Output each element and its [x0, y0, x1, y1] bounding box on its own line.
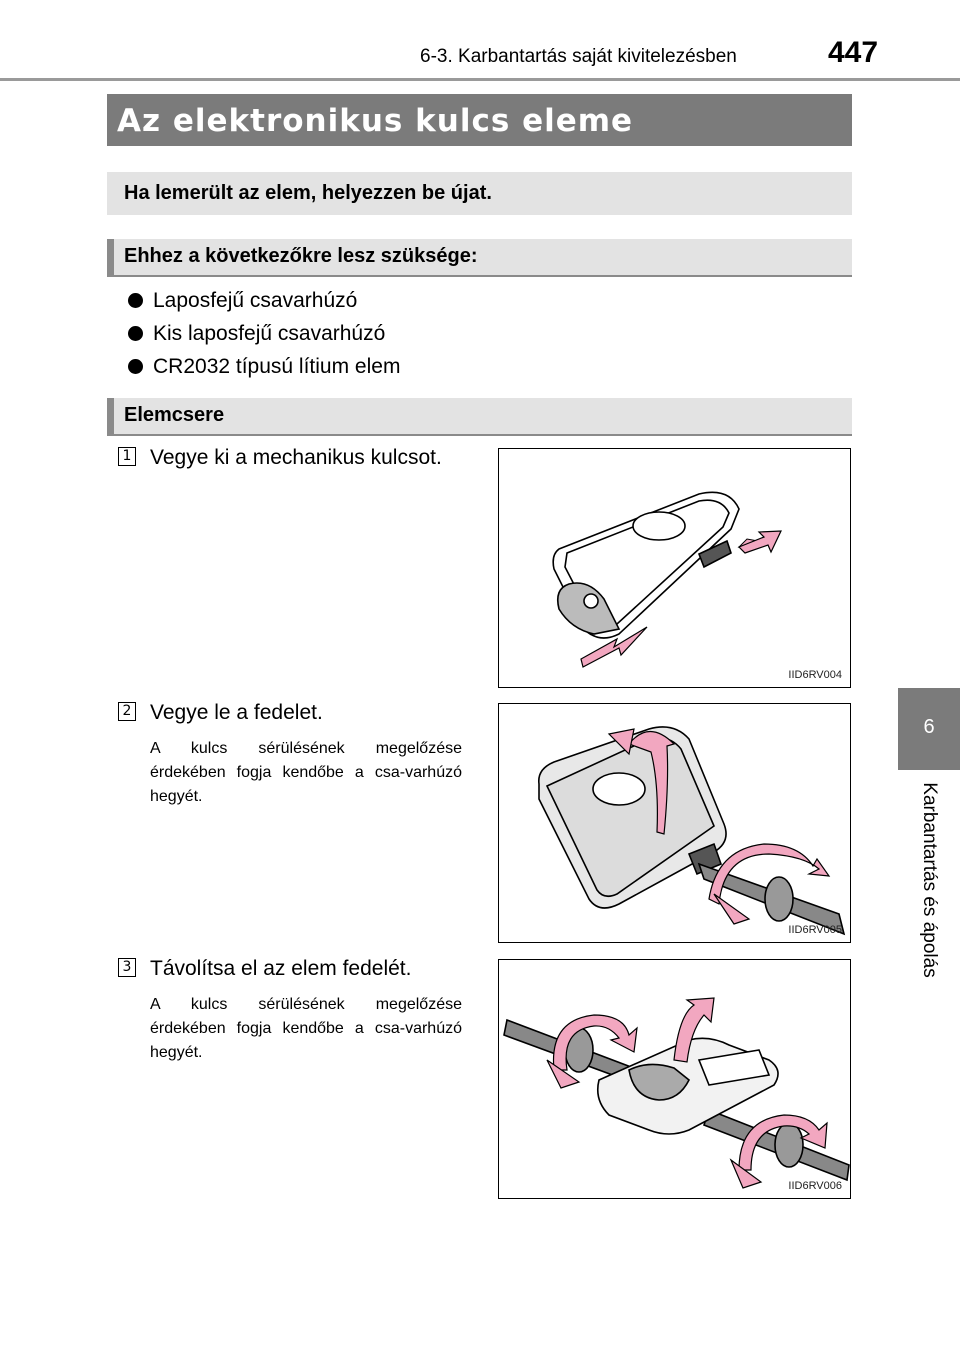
figure-code: IID6RV005	[788, 924, 842, 936]
step-number: 3	[118, 958, 136, 977]
requirements-heading	[107, 239, 852, 277]
page-number: 447	[828, 36, 879, 69]
procedure-heading	[107, 398, 852, 436]
requirement-item: Kis laposfejű csavarhúzó	[128, 322, 385, 346]
requirements-heading-text: Ehhez a következőkre lesz szüksége:	[124, 245, 478, 267]
key-fob-illustration	[499, 449, 851, 688]
step-note: A kulcs sérülésének megelőzése érdekében fogja kendőbe a csa-varhúzó hegyét.	[150, 740, 462, 805]
figure-remove-cover	[498, 703, 851, 943]
step-title: Vegye ki a mechanikus kulcsot.	[150, 446, 442, 469]
section-reference: 6-3. Karbantartás saját kivitelezésben	[420, 46, 737, 67]
procedure-heading-text: Elemcsere	[124, 404, 225, 426]
bullet-icon	[128, 359, 143, 374]
battery-cover-removal-illustration	[499, 960, 851, 1199]
step-title: Vegye le a fedelet.	[150, 701, 323, 724]
bullet-icon	[128, 326, 143, 341]
bullet-icon	[128, 293, 143, 308]
info-text: Ha lemerült az elem, helyezzen be újat.	[124, 182, 492, 204]
page-title: Az elektronikus kulcs eleme	[117, 103, 634, 139]
cover-removal-illustration	[499, 704, 851, 943]
figure-remove-mechanical-key	[498, 448, 851, 688]
step-number: 1	[118, 447, 136, 466]
chapter-tab	[898, 688, 960, 770]
running-head	[0, 0, 960, 80]
info-box	[107, 172, 852, 215]
page-title-bar	[107, 94, 852, 146]
requirement-item: Laposfejű csavarhúzó	[128, 289, 357, 313]
figure-remove-battery-cover	[498, 959, 851, 1199]
header-rule	[0, 78, 960, 81]
chapter-label: Karbantartás és ápolás	[919, 782, 940, 978]
chapter-number: 6	[923, 716, 935, 738]
requirement-item: CR2032 típusú lítium elem	[128, 355, 400, 379]
step-note: A kulcs sérülésének megelőzése érdekében fogja kendőbe a csa-varhúzó hegyét.	[150, 996, 462, 1061]
figure-code: IID6RV004	[788, 669, 842, 681]
step-title: Távolítsa el az elem fedelét.	[150, 957, 412, 980]
figure-code: IID6RV006	[788, 1180, 842, 1192]
step-number: 2	[118, 702, 136, 721]
